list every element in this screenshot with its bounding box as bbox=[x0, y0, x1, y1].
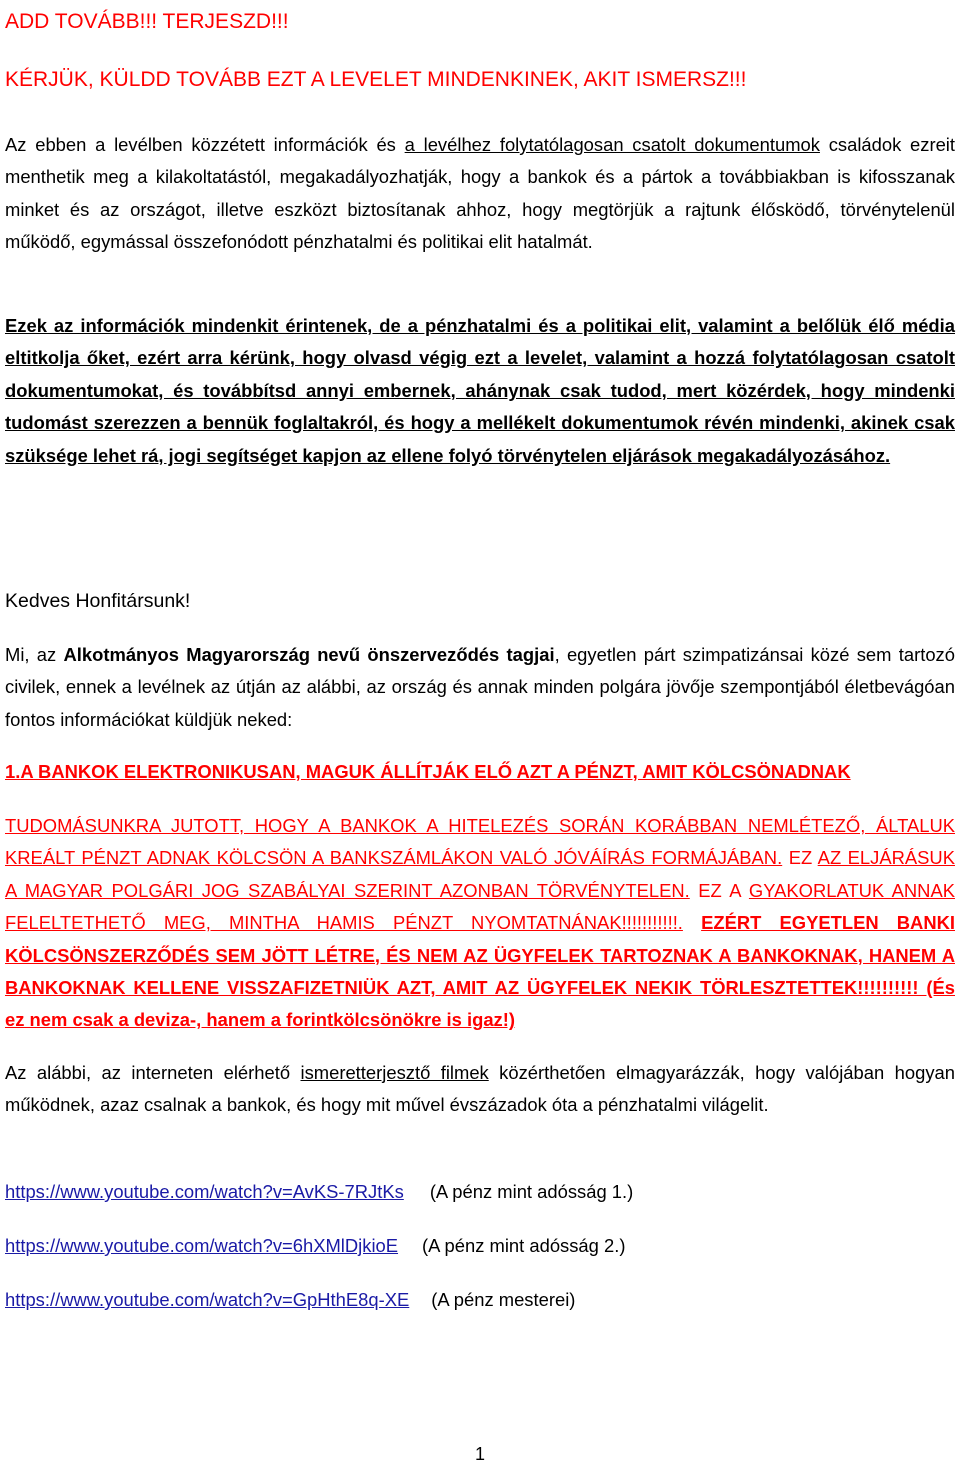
notice-paragraph: Ezek az információk mindenkit érintenek, de a pénzhatalmi és a politikai elit, valamint a belőlük élő média eltitkolja őket, ezért arra kérünk, hogy olvasd végig ezt a levelet, valamint a hozzá folytatólagosan csatolt dokumentumokat, és továbbítsd annyi embernek, ahánynak csak tudod, mert közérdek, hogy mindenki tudomást szerezzen a bennük foglaltakról, és hogy a mellékelt dokumentumok révén mindenki, akinek csak szüksége lehet rá, jogi segítséget kapjon az ellene folyó törvénytelen eljárások megakadályozásához. bbox=[5, 315, 955, 466]
section-1-text-part3: GYAKORLATUK ANNAK FELELTETHETŐ MEG, MINTHA HAMIS PÉNZT NYOMTATNÁNAK!!!!!!!!!!!. bbox=[5, 879, 955, 934]
intro-text-part2: családok ezreit menthetik meg a kilakoltatástól, megakadályozhatják, hogy a bankok és a pártok a továbbiakban is kifosszanak minket és az országot, illetve eszközt biztosítanak ahhoz, hogy megtörjük a rajtunk élősködő, törvénytelenül működő, egymással összefonódott pénzhatalmi és politikai elit hatalmát. bbox=[5, 134, 956, 253]
films-underlined-text: ismeretterjesztő filmek bbox=[300, 1062, 489, 1083]
section-1-text-plain1: EZ bbox=[782, 847, 818, 869]
video-link[interactable]: https://www.youtube.com/watch?v=6hXMlDjkioE bbox=[5, 1235, 399, 1256]
body-paragraph bbox=[5, 639, 955, 736]
video-link-description: (A pénz mint adósság 1.) bbox=[429, 1181, 634, 1202]
films-paragraph bbox=[5, 1057, 955, 1122]
section-1-text-part1: TUDOMÁSUNKRA JUTOTT, HOGY A BANKOK A HITELEZÉS SORÁN KORÁBBAN NEMLÉTEZŐ, ÁLTALUK KREÁLT PÉNZT ADNAK KÖLCSÖN A BANKSZÁMLÁKON VALÓ JÓVÁÍRÁS FORMÁJÁBAN. bbox=[5, 815, 955, 869]
page-number: 1 bbox=[474, 1444, 485, 1464]
films-text-part2: közérthetően elmagyarázzák, hogy valójában hogyan működnek, azaz csalnak a bankok, és hogy mit művel évszázadok óta a pénzhatalmi világelit. bbox=[5, 1062, 955, 1116]
video-link-description: (A pénz mint adósság 2.) bbox=[422, 1235, 626, 1256]
video-link[interactable]: https://www.youtube.com/watch?v=GpHthE8q-XE bbox=[5, 1289, 410, 1310]
header-line-1: ADD TOVÁBB!!! TERJESZD!!! bbox=[5, 10, 289, 33]
greeting: Kedves Honfitársunk! bbox=[5, 590, 191, 612]
video-link-row bbox=[5, 1179, 633, 1205]
section-1-text bbox=[5, 810, 955, 1037]
body-text-part2: , egyetlen párt szimpatizánsai közé sem tartozó civilek, ennek a levélnek az útján az alábbi, az ország és annak minden polgára jövője szempontjából életbevágóan fontos információkat küldjük neked: bbox=[5, 644, 955, 730]
section-1-text-part4: EZÉRT EGYETLEN BANKI KÖLCSÖNSZERZŐDÉS SEM JÖTT LÉTRE, ÉS NEM AZ ÜGYFELEK TARTOZNAK A BANKOKNAK, HANEM A BANKOKNAK KELLENE VISSZAFIZETNIÜK AZT, AMIT AZ ÜGYFELEK NEKIK TÖRLESZTETTEK!!!!!!!!!! (És ez nem csak a deviza-, hanem a forintkölcsönökre is igaz!) bbox=[5, 912, 955, 1031]
header-line-2: KÉRJÜK, KÜLDD TOVÁBB EZT A LEVELET MINDENKINEK, AKIT ISMERSZ!!! bbox=[5, 68, 747, 91]
films-text-part1: Az alábbi, az interneten elérhető bbox=[5, 1062, 301, 1083]
video-link-row bbox=[5, 1233, 625, 1259]
body-text-part1: Mi, az bbox=[5, 644, 64, 665]
intro-text-part1: Az ebben a levélben közzétett információk és bbox=[5, 134, 405, 155]
section-1-text-plain3 bbox=[683, 912, 701, 933]
video-link[interactable]: https://www.youtube.com/watch?v=AvKS-7RJtKs bbox=[5, 1181, 404, 1202]
video-link-description: (A pénz mesterei) bbox=[431, 1289, 576, 1310]
intro-paragraph bbox=[5, 129, 955, 259]
intro-underlined-text: a levélhez folytatólagosan csatolt dokumentumok bbox=[404, 134, 820, 155]
section-1-title: 1.A BANKOK ELEKTRONIKUSAN, MAGUK ÁLLÍTJÁK ELŐ AZT A PÉNZT, AMIT KÖLCSÖNADNAK bbox=[5, 761, 851, 782]
section-1-text-plain2: EZ A bbox=[689, 879, 749, 901]
section-1-text-part2: AZ ELJÁRÁSUK A MAGYAR POLGÁRI JOG SZABÁLYAI SZERINT AZONBAN TÖRVÉNYTELEN. bbox=[5, 847, 955, 901]
video-link-row bbox=[5, 1287, 575, 1313]
organization-name: Alkotmányos Magyarország nevű önszerveződés tagjai bbox=[63, 644, 555, 665]
